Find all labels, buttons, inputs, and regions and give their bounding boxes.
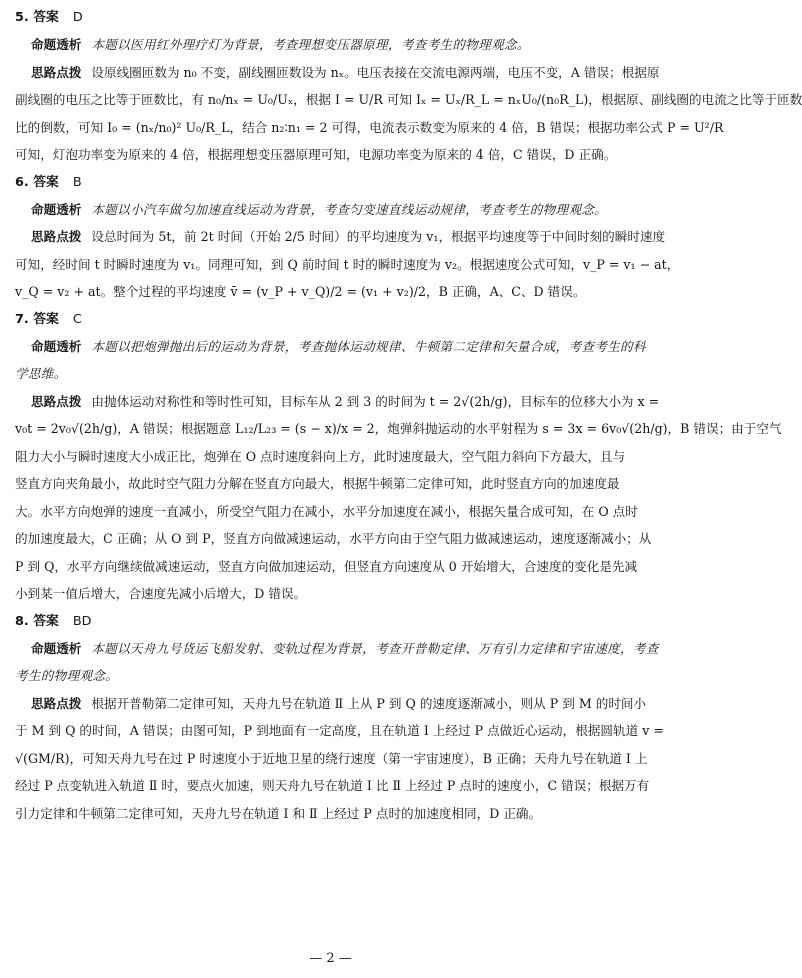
hint-text: 比的倒数，可知 I₀ = (nₓ/n₀)² U₀/R_L，结合 n₂∶n₁ = 2 可得，电流表示数变为原来的 4 倍，B 错误；根据功率公式 P = U²/R bbox=[15, 119, 724, 135]
hint-line bbox=[15, 114, 724, 142]
analysis-text: 学思维。 bbox=[15, 366, 67, 381]
question-7 bbox=[15, 306, 782, 608]
analysis-label: 命题透析 bbox=[31, 201, 82, 217]
hint-line bbox=[15, 141, 647, 169]
analysis-line bbox=[15, 360, 647, 388]
answer-letter: D bbox=[72, 10, 83, 25]
answer-line bbox=[15, 608, 647, 635]
answer-label: 7. 答案 bbox=[15, 311, 59, 327]
hint-text: 设原线圈匝数为 n₀ 不变，副线圈匝数设为 nₓ。电压表接在交流电源两端，电压不变，A 错误；根据原 bbox=[91, 64, 660, 80]
analysis-text: 本题以医用红外理疗灯为背景，考查理想变压器原理，考查考生的物理观念。 bbox=[91, 37, 530, 52]
hint-text: 引力定律和牛顿第二定律可知，天舟九号在轨道 Ⅰ 和 Ⅱ 上经过 P 点时的加速度相同，D 正确。 bbox=[15, 805, 542, 821]
hint-label: 思路点拨 bbox=[31, 393, 82, 409]
hint-text: 经过 P 点变轨进入轨道 Ⅱ 时，要点火加速，则天舟九号在轨道 Ⅰ 比 Ⅱ 上经过 P 点时的速度小，C 错误；根据万有 bbox=[15, 778, 650, 793]
analysis-text: 本题以小汽车做匀加速直线运动为背景，考查匀变速直线运动规律，考查考生的物理观念。 bbox=[91, 201, 608, 217]
hint-text: v_Q = v₂ + at。整个过程的平均速度 v̄ = (v_P + v_Q)/2 = (v₁ + v₂)/2，B 正确，A、C、D 错误。 bbox=[15, 284, 586, 299]
hint-label: 思路点拨 bbox=[31, 695, 82, 711]
analysis-text: 本题以天舟九号货运飞船发射、变轨过程为背景，考查开普勒定律、万有引力定律和宇宙速度，考查 bbox=[91, 640, 659, 656]
hint-line bbox=[15, 690, 647, 718]
hint-text: 设总时间为 5t，前 2t 时间（开始 2/5 时间）的平均速度为 v₁，根据平均速度等于中间时刻的瞬时速度 bbox=[91, 229, 666, 244]
question-5 bbox=[15, 4, 802, 169]
analysis-line bbox=[15, 196, 647, 224]
analysis-label: 命题透析 bbox=[31, 338, 82, 354]
answer-line bbox=[15, 169, 647, 196]
hint-line bbox=[15, 86, 802, 114]
hint-line bbox=[15, 525, 652, 553]
hint-label: 思路点拨 bbox=[31, 229, 82, 244]
hint-text: 大。水平方向炮弹的速度一直减小，所受空气阻力在减小，水平分加速度在减小，根据矢量合成可知，在 O 点时 bbox=[15, 503, 638, 519]
analysis-label: 命题透析 bbox=[31, 37, 82, 52]
analysis-text: 考生的物理观念。 bbox=[15, 668, 119, 683]
hint-line bbox=[15, 415, 782, 443]
hint-text: 副线圈的电压之比等于匝数比，有 n₀/nₓ = U₀/Uₓ，根据 I = U/R 可知 Iₓ = Uₓ/R_L = nₓU₀/(n₀R_L)，根据原、副线圈的电流之比等于匝数 bbox=[15, 92, 802, 107]
hint-text: √(GM/R)，可知天舟九号在过 P 时速度小于近地卫星的绕行速度（第一宇宙速度），B 正确；天舟九号在轨道 Ⅰ 上 bbox=[15, 750, 648, 766]
hint-text: 可知，经时间 t 时瞬时速度为 v₁。同理可知，到 Q 前时间 t 时的瞬时速度为 v₂。根据速度公式可知，v_P = v₁ − at， bbox=[15, 256, 680, 272]
hint-line bbox=[15, 59, 660, 87]
question-8 bbox=[15, 608, 664, 828]
hint-line bbox=[15, 470, 647, 498]
analysis-label: 命题透析 bbox=[31, 640, 82, 656]
answer-letter: BD bbox=[72, 613, 92, 629]
answer-label: 5. 答案 bbox=[15, 10, 59, 25]
answer-letter: C bbox=[72, 311, 82, 327]
hint-label: 思路点拨 bbox=[31, 64, 82, 80]
analysis-line bbox=[15, 662, 647, 690]
hint-line bbox=[15, 223, 666, 251]
answer-page bbox=[15, 4, 802, 827]
hint-line bbox=[15, 553, 647, 581]
hint-line bbox=[15, 772, 650, 800]
hint-text: 的加速度最大，C 正确；从 O 到 P，竖直方向做减速运动，水平方向由于空气阻力做减速运动，速度逐渐减小；从 bbox=[15, 531, 652, 546]
hint-line bbox=[15, 800, 647, 828]
answer-line bbox=[15, 4, 647, 31]
analysis-line bbox=[15, 333, 647, 361]
hint-line bbox=[15, 498, 647, 526]
hint-text: 竖直方向夹角最小，故此时空气阻力分解在竖直方向最大，根据牛顿第二定律可知，此时竖直方向的加速度最 bbox=[15, 476, 620, 491]
hint-line bbox=[15, 580, 647, 608]
analysis-text: 本题以把炮弹抛出后的运动为背景，考查抛体运动规律、牛顿第二定律和矢量合成，考查考生的科 bbox=[91, 338, 646, 354]
answer-letter: B bbox=[72, 174, 82, 190]
question-6 bbox=[15, 169, 680, 306]
hint-text: 于 M 到 Q 的时间，A 错误；由图可知，P 到地面有一定高度，且在轨道 Ⅰ 上经过 P 点做近心运动，根据圆轨道 v = bbox=[15, 723, 664, 738]
answer-label: 6. 答案 bbox=[15, 174, 59, 190]
analysis-line bbox=[15, 31, 647, 59]
hint-text: v₀t = 2v₀√(2h/g)，A 错误；根据题意 L₁₂/L₂₃ = (s − x)/x = 2，炮弹斜抛运动的水平射程为 s = 3x = 6v₀√(2h/g)，B 错误；由于空气 bbox=[15, 421, 782, 436]
hint-line bbox=[15, 745, 647, 773]
analysis-line bbox=[15, 635, 659, 663]
hint-text: 根据开普勒第二定律可知，天舟九号在轨道 Ⅱ 上从 P 到 Q 的速度逐渐减小，则从 P 到 M 的时间小 bbox=[91, 695, 647, 711]
hint-text: 小到某一值后增大，合速度先减小后增大，D 错误。 bbox=[15, 586, 307, 601]
hint-line bbox=[15, 443, 647, 471]
page-number: — 2 — bbox=[309, 951, 352, 966]
hint-text: 可知，灯泡功率变为原来的 4 倍，根据理想变压器原理可知，电源功率变为原来的 4 倍，C 错误，D 正确。 bbox=[15, 147, 617, 162]
hint-line bbox=[15, 388, 660, 416]
answer-line bbox=[15, 306, 647, 333]
hint-line bbox=[15, 278, 647, 306]
hint-text: 阻力大小与瞬时速度大小成正比，炮弹在 O 点时速度斜向上方，此时速度最大，空气阻力斜向下方最大，且与 bbox=[15, 448, 626, 464]
hint-line bbox=[15, 717, 664, 745]
answer-label: 8. 答案 bbox=[15, 613, 59, 629]
hint-text: P 到 Q，水平方向继续做减速运动，竖直方向做加速运动，但竖直方向速度从 0 开始增大，合速度的变化是先减 bbox=[15, 558, 638, 574]
hint-text: 由抛体运动对称性和等时性可知，目标车从 2 到 3 的时间为 t = 2√(2h/g)，目标车的位移大小为 x = bbox=[91, 393, 660, 409]
hint-line bbox=[15, 251, 680, 279]
